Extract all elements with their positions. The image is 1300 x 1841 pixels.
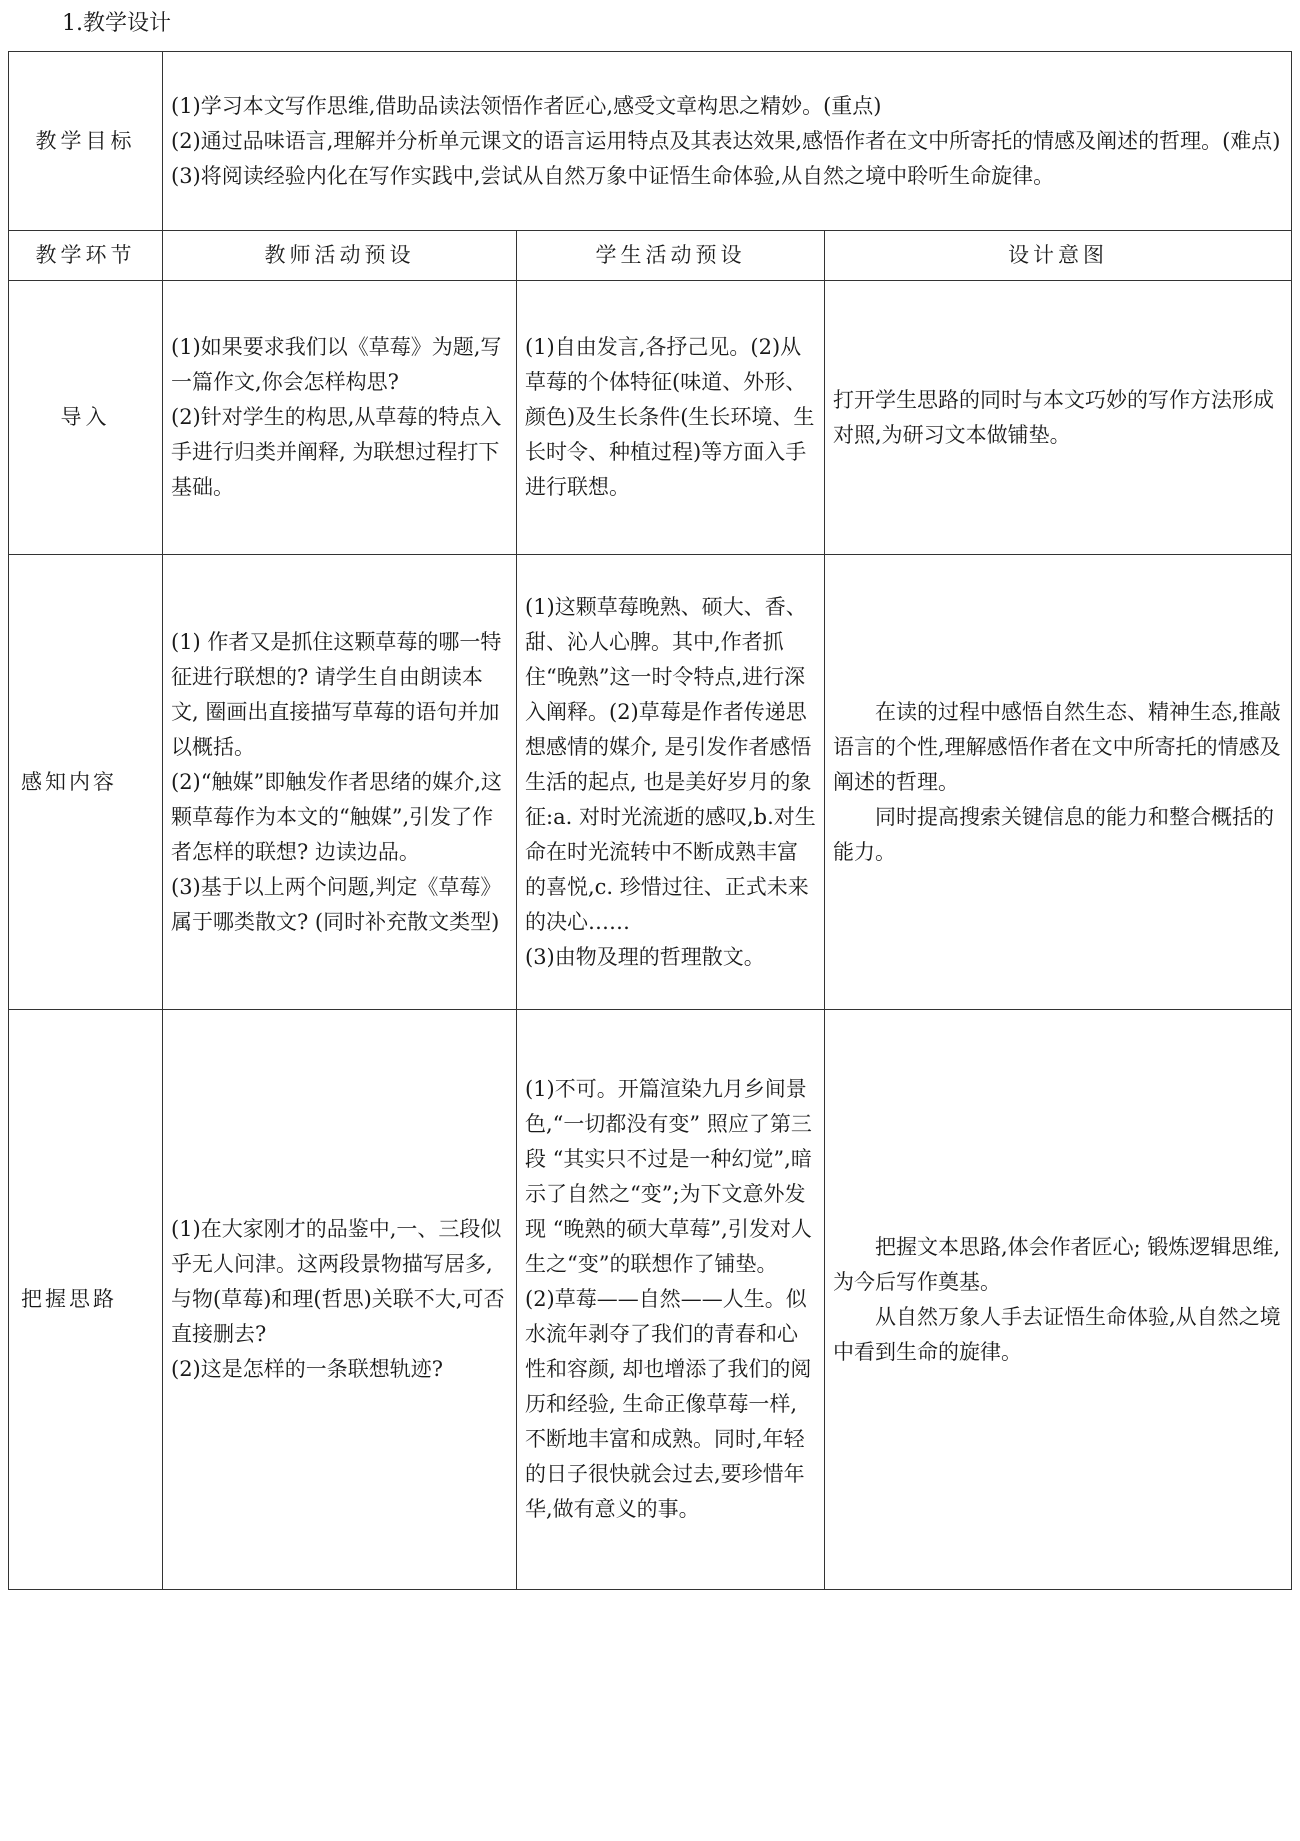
student-cell	[517, 555, 825, 1010]
student-text: (2)草莓——自然——人生。似水流年剥夺了我们的青春和心性和容颜, 却也增添了我们的阅历和经验, 生命正像草莓一样,不断地丰富和成熟。同时,年轻的日子很快就会过去,要珍惜年华,做有意义的事。	[525, 1287, 812, 1521]
stage-cell: 把握思路	[9, 1010, 163, 1590]
objectives-label: 教学目标	[9, 52, 163, 231]
intent-cell	[825, 281, 1292, 555]
table-row	[9, 555, 1292, 1010]
teacher-cell	[163, 281, 517, 555]
teacher-text: (2)“触媒”即触发作者思绪的媒介,这颗草莓作为本文的“触媒”,引发了作者怎样的联想? 边读边品。	[171, 769, 502, 864]
intent-text: 同时提高搜索关键信息的能力和整合概括的能力。	[833, 804, 1274, 864]
table-row	[9, 1010, 1292, 1590]
objective-item: (1)学习本文写作思维,借助品读法领悟作者匠心,感受文章构思之精妙。(重点)	[171, 93, 882, 118]
section-title: 1.教学设计	[62, 11, 171, 36]
objective-item: (3)将阅读经验内化在写作实践中,尝试从自然万象中证悟生命体验,从自然之境中聆听生命旋律。	[171, 163, 1055, 188]
student-cell	[517, 1010, 825, 1590]
objectives-content	[163, 52, 1292, 231]
intent-cell	[825, 555, 1292, 1010]
intent-text: 打开学生思路的同时与本文巧妙的写作方法形成对照,为研习文本做铺垫。	[833, 387, 1274, 447]
teacher-text: (1) 作者又是抓住这颗草莓的哪一特征进行联想的? 请学生自由朗读本文, 圈画出直接描写草莓的语句并加以概括。	[171, 629, 502, 759]
objective-item: (2)通过品味语言,理解并分析单元课文的语言运用特点及其表达效果,感悟作者在文中所寄托的情感及阐述的哲理。(难点)	[171, 128, 1281, 153]
header-row	[9, 231, 1292, 281]
student-text: (1)不可。开篇渲染九月乡间景色,“一切都没有变” 照应了第三段 “其实只不过是一种幻觉”,暗示了自然之“变”;为下文意外发现 “晚熟的硕大草莓”,引发对人生之“变”的联想作了铺垫。	[525, 1077, 812, 1276]
teacher-text: (1)在大家刚才的品鉴中,一、三段似乎无人问津。这两段景物描写居多,与物(草莓)和理(哲思)关联不大,可否直接删去?	[171, 1217, 505, 1346]
header-teacher: 教师活动预设	[163, 231, 517, 281]
student-cell	[517, 281, 825, 555]
student-text: (1)这颗草莓晚熟、硕大、香、甜、沁人心脾。其中,作者抓住“晚熟”这一时令特点,进行深入阐释。(2)草莓是作者传递思想感情的媒介, 是引发作者感悟生活的起点, 也是美好岁月的象征:a. 对时光流逝的感叹,b.对生命在时光流转中不断成熟丰富的喜悦,c. 珍惜过往、正式未来的决心……	[525, 594, 816, 934]
student-text: (1)自由发言,各抒己见。(2)从草莓的个体特征(味道、外形、颜色)及生长条件(生长环境、生长时令、种植过程)等方面入手进行联想。	[525, 335, 815, 499]
teacher-text: (2)针对学生的构思,从草莓的特点入手进行归类并阐释, 为联想过程打下基础。	[171, 405, 502, 499]
intent-cell	[825, 1010, 1292, 1590]
teacher-cell	[163, 555, 517, 1010]
teaching-design-table	[8, 51, 1292, 1590]
teacher-text: (3)基于以上两个问题,判定《草莓》属于哪类散文? (同时补充散文类型)	[171, 874, 502, 934]
teacher-cell	[163, 1010, 517, 1590]
header-student: 学生活动预设	[517, 231, 825, 281]
header-stage: 教学环节	[9, 231, 163, 281]
teacher-text: (1)如果要求我们以《草莓》为题,写一篇作文,你会怎样构思?	[171, 335, 502, 394]
teacher-text: (2)这是怎样的一条联想轨迹?	[171, 1357, 444, 1381]
intent-text: 把握文本思路,体会作者匠心; 锻炼逻辑思维,为今后写作奠基。	[833, 1234, 1281, 1294]
objectives-row	[9, 52, 1292, 231]
table-row	[9, 281, 1292, 555]
stage-cell: 导入	[9, 281, 163, 555]
stage-cell: 感知内容	[9, 555, 163, 1010]
intent-text: 在读的过程中感悟自然生态、精神生态,推敲语言的个性,理解感悟作者在文中所寄托的情感及阐述的哲理。	[833, 699, 1281, 794]
intent-text: 从自然万象人手去证悟生命体验,从自然之境中看到生命的旋律。	[833, 1304, 1281, 1364]
header-intent: 设计意图	[825, 231, 1292, 281]
student-text: (3)由物及理的哲理散文。	[525, 944, 765, 969]
